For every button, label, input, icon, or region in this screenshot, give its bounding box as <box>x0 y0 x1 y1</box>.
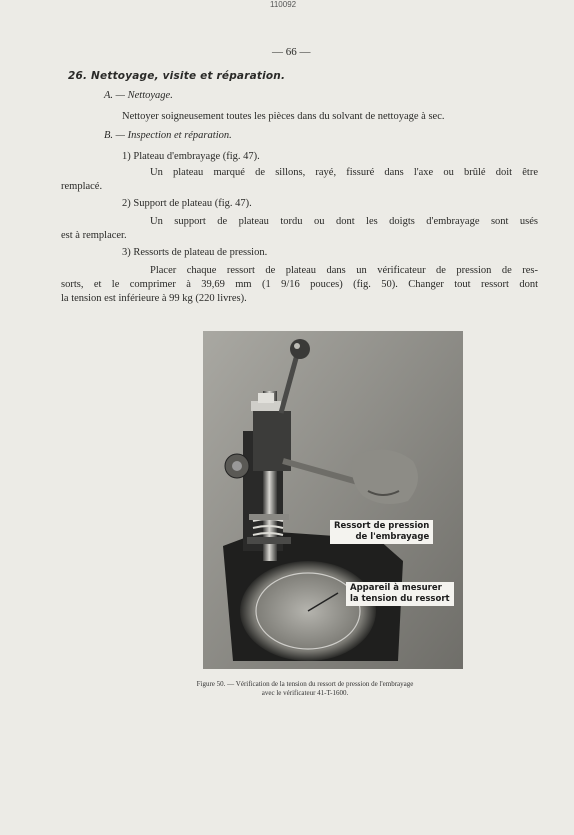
section-title: 26. Nettoyage, visite et réparation. <box>68 70 286 82</box>
label-apparatus-line1: Appareil à mesurer <box>350 583 442 593</box>
caption-line1: Figure 50. — Vérification de la tension du ressort de pression de l'embrayage <box>196 680 414 688</box>
item1-title: 1) Plateau d'embrayage (fig. 47). <box>122 151 260 162</box>
item2-line2: est à remplacer. <box>61 230 127 241</box>
item3-line3: la tension est inférieure à 99 kg (220 livres). <box>61 293 247 304</box>
label-spring-line2: de l'embrayage <box>355 532 430 542</box>
spring-tester-illustration <box>203 331 463 669</box>
page-number: — 66 — <box>272 46 311 58</box>
caption-line2: avec le vérificateur 41-T-1600. <box>261 689 349 697</box>
item3-title: 3) Ressorts de plateau de pression. <box>122 247 268 258</box>
item3-line1: Placer chaque ressort de plateau dans un vérificateur de pression de res- <box>150 265 538 276</box>
label-spring <box>330 520 433 544</box>
subsection-b-heading: B. — Inspection et réparation. <box>104 130 232 141</box>
figure-photo <box>203 331 463 669</box>
label-apparatus-line2: la tension du ressort <box>350 594 450 604</box>
item1-line2: remplacé. <box>61 181 103 192</box>
document-code: 110092 <box>270 0 297 9</box>
item1-line1: Un plateau marqué de sillons, rayé, fissuré dans l'axe ou brûlé doit être <box>150 167 538 178</box>
item2-line1: Un support de plateau tordu ou dont les doigts d'embrayage sont usés <box>150 216 538 227</box>
label-apparatus <box>346 582 454 606</box>
item3-line2: sorts, et le comprimer à 39,69 mm (1 9/16 pouces) (fig. 50). Changer tout ressort dont <box>61 279 538 290</box>
label-spring-line1: Ressort de pression <box>334 521 430 531</box>
subsection-a-heading: A. — Nettoyage. <box>104 90 173 101</box>
figure-caption <box>145 680 465 698</box>
item2-title: 2) Support de plateau (fig. 47). <box>122 198 252 209</box>
subsection-a-text: Nettoyer soigneusement toutes les pièces dans du solvant de nettoyage à sec. <box>122 111 445 122</box>
